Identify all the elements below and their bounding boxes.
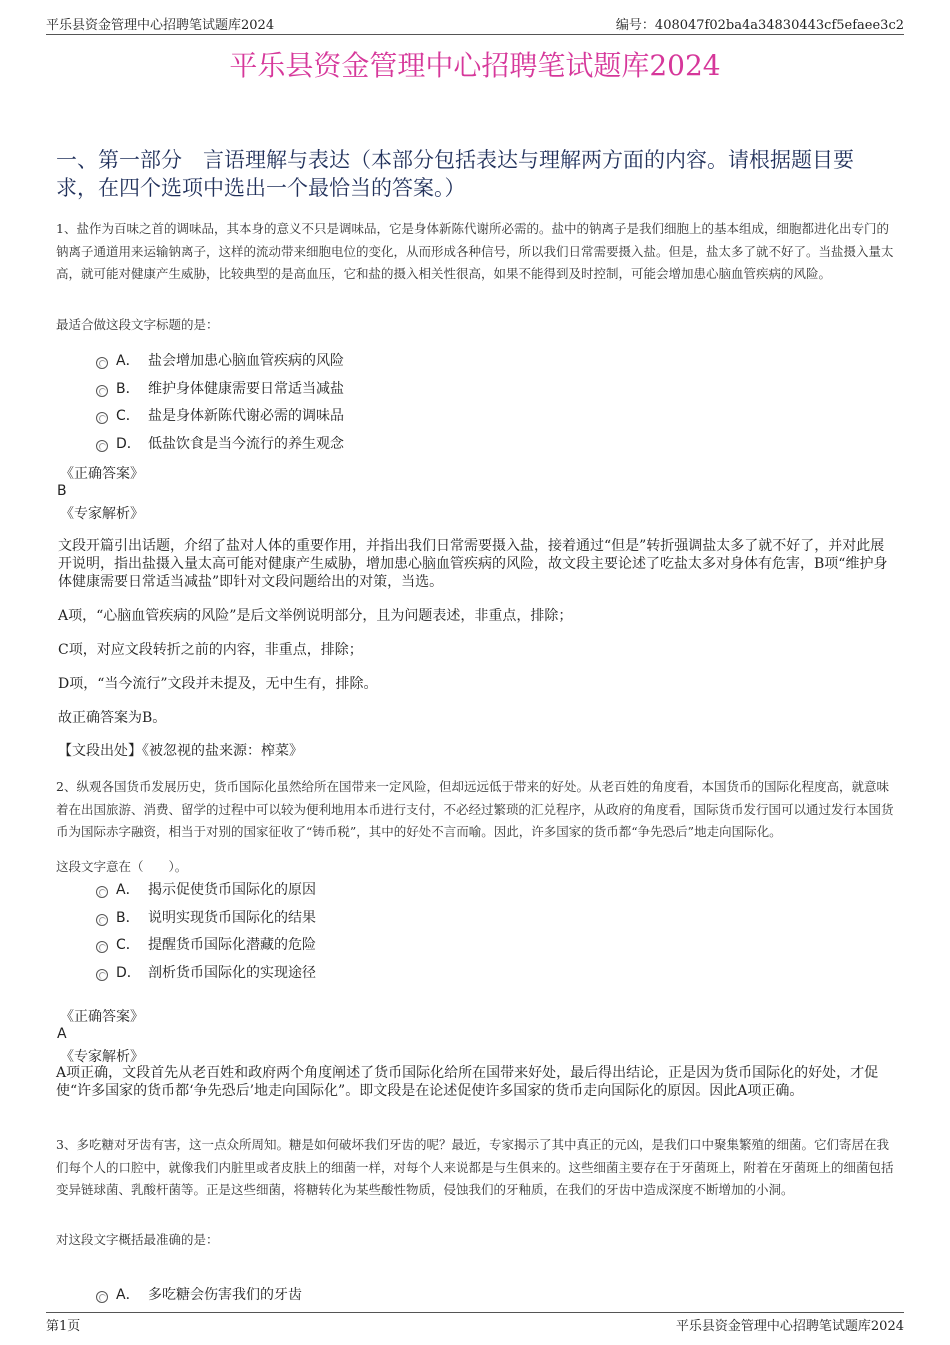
question-2-analysis-label: 《专家解析》 [60,1049,144,1065]
radio-icon[interactable] [96,941,108,953]
question-1-answer-label: 《正确答案》 [60,466,144,482]
page-footer [46,1312,904,1334]
radio-icon[interactable] [96,969,108,981]
option-a[interactable]: A． 多吃糖会伤害我们的牙齿 [96,1280,302,1308]
radio-icon[interactable] [96,412,108,424]
question-1-analysis-p2: A项，“心脑血管疾病的风险”是后文举例说明部分，且为问题表述，非重点，排除； [58,608,573,624]
question-3-stem: 3、多吃糖对牙齿有害，这一点众所周知。糖是如何破坏我们牙齿的呢？最近，专家揭示了其中真正的元凶，是我们口中聚集繁殖的细菌。它们寄居在我们每个人的口腔中，就像我们内脏里或者皮肤上的细菌一样，对每个人来说都是与生俱来的。这些细菌主要存在于牙菌斑上，附着在牙菌斑上的细菌包括变异链球菌、乳酸杆菌等。正是这些细菌，将糖转化为某些酸性物质，侵蚀我们的牙釉质，在我们的牙齿中造成深度不断增加的小洞。 [56,1137,894,1197]
header-title: 平乐县资金管理中心招聘笔试题库2024 [46,18,275,33]
radio-icon[interactable] [96,385,108,397]
option-d[interactable]: D． 低盐饮食是当今流行的养生观念 [96,429,344,457]
question-1-options [96,346,344,457]
question-1-source: 【文段出处】《被忽视的盐来源：榨菜》 [58,743,303,759]
question-1-prompt: 最适合做这段文字标题的是： [56,317,219,332]
question-1-analysis-p4: D项，“当今流行”文段并未提及，无中生有，排除。 [58,676,378,692]
option-c[interactable]: C． 提醒货币国际化潜藏的危险 [96,930,316,958]
radio-icon[interactable] [96,440,108,452]
footer-title: 平乐县资金管理中心招聘笔试题库2024 [675,1319,904,1334]
question-2-stem: 2、纵观各国货币发展历史，货币国际化虽然给所在国带来一定风险，但却远远低于带来的好处。从老百姓的角度看，本国货币的国际化程度高，就意味着在出国旅游、消费、留学的过程中可以较为便利地用本币进行支付，不必经过繁琐的汇兑程序，从政府的角度看，国际货币发行国可以通过发行本国货币为国际赤字融资，相当于对别的国家征收了“铸币税”，其中的好处不言而喻。因此，许多国家的货币都“争先恐后”地走向国际化。 [56,779,894,839]
question-2-answer: A [57,1026,67,1042]
question-3-prompt: 对这段文字概括最准确的是： [56,1232,219,1247]
option-a[interactable]: A． 揭示促使货币国际化的原因 [96,875,316,903]
option-b[interactable]: B． 维护身体健康需要日常适当减盐 [96,374,344,402]
question-3-options [96,1280,302,1308]
question-1-analysis-p3: C项，对应文段转折之前的内容，非重点，排除； [58,642,363,658]
option-d[interactable]: D． 剖析货币国际化的实现途径 [96,958,316,986]
question-2-answer-label: 《正确答案》 [60,1009,144,1025]
question-2-analysis: A项正确，文段首先从老百姓和政府两个角度阐述了货币国际化给所在国带来好处，最后得出结论，正是因为货币国际化的好处，才促使“许多国家的货币都‘争先恐后’地走向国际化”。即文段是在论述促使许多国家的货币走向国际化的原因。因此A项正确。 [56,1065,879,1099]
question-1-stem: 1、盐作为百味之首的调味品，其本身的意义不只是调味品，它是身体新陈代谢所必需的。盐中的钠离子是我们细胞上的基本组成，细胞都进化出专门的钠离子通道用来运输钠离子，这样的流动带来细胞电位的变化，从而形成各种信号，所以我们日常需要摄入盐。但是，盐太多了就不好了。当盐摄入量太高，就可能对健康产生威胁，比较典型的是高血压，它和盐的摄入相关性很高，如果不能得到及时控制，可能会增加患心脑血管疾病的风险。 [56,221,894,281]
radio-icon[interactable] [96,357,108,369]
option-c[interactable]: C． 盐是身体新陈代谢必需的调味品 [96,401,344,429]
question-1-analysis-label: 《专家解析》 [60,506,144,522]
radio-icon[interactable] [96,914,108,926]
radio-icon[interactable] [96,1291,108,1303]
question-2-options [96,875,316,986]
page-header [46,0,904,35]
option-b[interactable]: B． 说明实现货币国际化的结果 [96,903,316,931]
radio-icon[interactable] [96,886,108,898]
section-heading: 一、第一部分 言语理解与表达（本部分包括表达与理解两方面的内容。请根据题目要求，在四个选项中选出一个最恰当的答案。） [56,148,854,200]
option-a[interactable]: A． 盐会增加患心脑血管疾病的风险 [96,346,344,374]
question-1-answer: B [57,483,67,499]
question-2-prompt: 这段文字意在（ ）。 [56,859,188,874]
header-serial-number: 编号：408047f02ba4a34830443cf5efaee3c2 [615,18,904,33]
question-1-analysis-p1: 文段开篇引出话题，介绍了盐对人体的重要作用，并指出我们日常需要摄入盐，接着通过“但是”转折强调盐太多了就不好了，并对此展开说明，指出盐摄入量太高可能对健康产生威胁，增加患心脑血管疾病的风险，故文段主要论述了吃盐太多对身体有危害，B项“维护身体健康需要日常适当减盐”即针对文段问题给出的对策，当选。 [58,538,888,590]
page-number: 第1页 [46,1319,81,1334]
document-title: 平乐县资金管理中心招聘笔试题库2024 [229,49,721,82]
question-1-analysis-p5: 故正确答案为B。 [58,710,167,726]
